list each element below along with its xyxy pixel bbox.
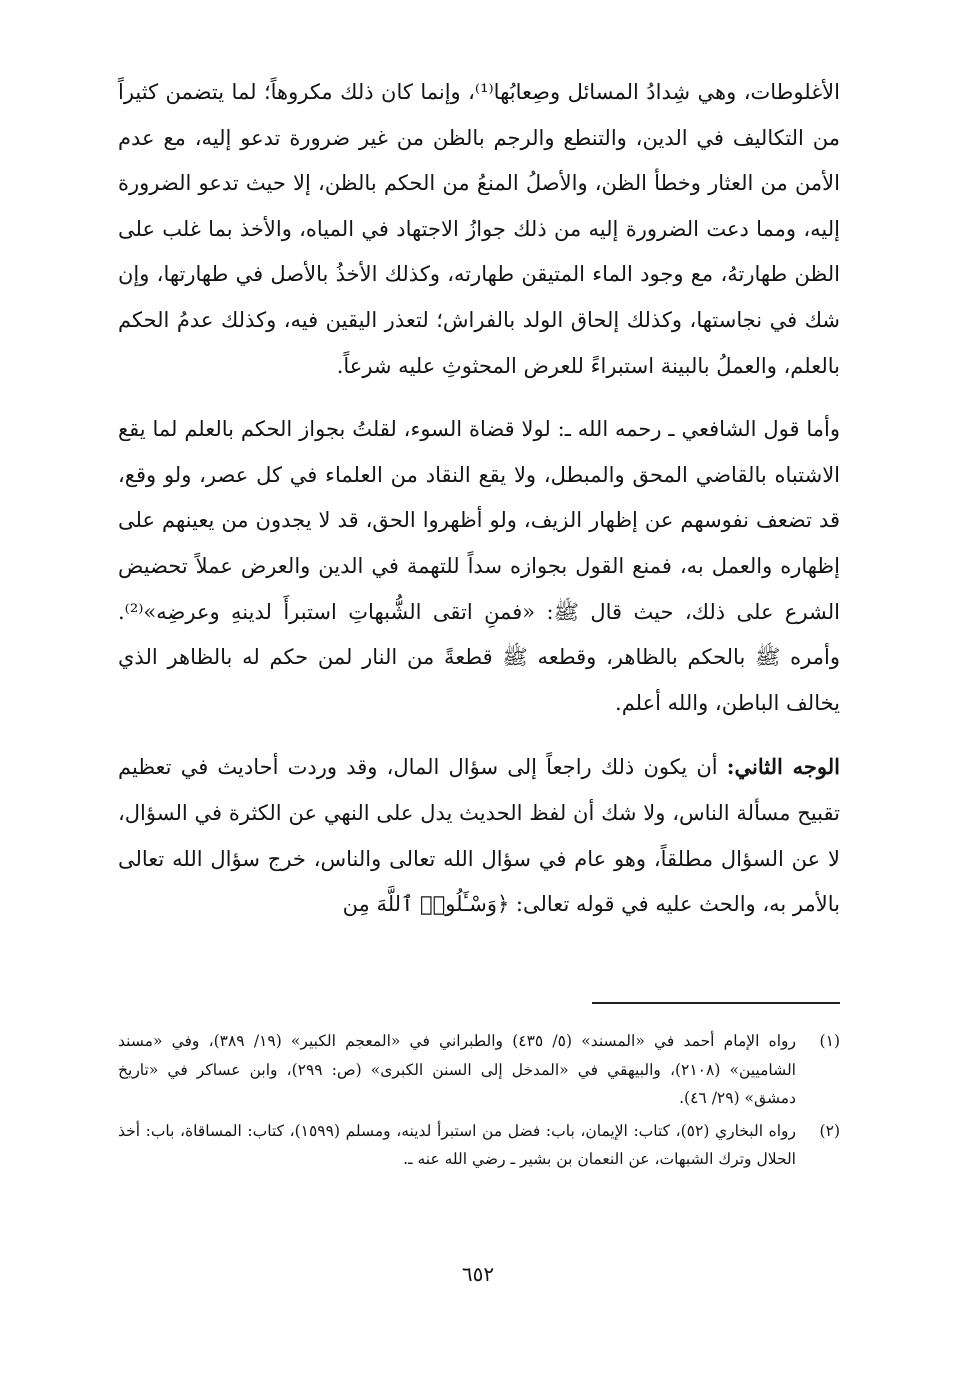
- page-number: ٦٥٢: [461, 1262, 495, 1286]
- footnotes: [118, 1027, 840, 1178]
- paragraph-3-text: أن يكون ذلك راجعاً إلى سؤال المال، وقد وردت أحاديث في تعظيم تقبيح مسألة الناس، ولا شك أن لفظ الحديث يدل على النهي عن الكثرة في السؤال، لا عن السؤال مطلقاً، وهو عام في سؤال الله تعالى والناس، خرج سؤال الله تعالى بالأمر به، والحث عليه في قوله تعالى: ﴿وَسْـَٔلُوا۟ ٱللَّهَ مِن: [118, 755, 840, 917]
- footnote-number: (١): [819, 1032, 840, 1050]
- paragraph-1: الأغلوطات، وهي شِدادُ المسائل وصِعابُها⁽¹⁾، وإنما كان ذلك مكروهاً؛ لما يتضمن كثيراً من التكاليف في الدين، والتنطع والرجم بالظن من غير ضرورة تدعو إليه، مع عدم الأمن من العثار وخطأ الظن، والأصلُ المنعُ من الحكم بالظن، إلا حيث تدعو الضرورة إليه، ومما دعت الضرورة إليه من ذلك جوازُ الاجتهاد في المياه، والأخذ بما غلب على الظن طهارتهُ، مع وجود الماء المتيقن طهارته، وكذلك الأخذُ بالأصل في طهارتها، وإن شك في نجاستها، وكذلك إلحاق الولد بالفراش؛ لتعذر اليقين فيه، وكذلك عدمُ الحكم بالعلم، والعملُ بالبينة استبراءً للعرض المحثوثِ عليه شرعاً.: [118, 80, 840, 378]
- footnote-1: [118, 1027, 840, 1113]
- footnote-2: [118, 1117, 840, 1174]
- footnote-separator: [592, 1002, 840, 1004]
- footnote-number: (٢): [819, 1121, 840, 1140]
- footnote-text: رواه الإمام أحمد في «المسند» (٥/ ٤٣٥) والطبراني في «المعجم الكبير» (١٩/ ٣٨٩)، وفي «مسند الشاميين» (٢١٠٨)، والبيهقي في «المدخل إلى السنن الكبرى» (ص: ٢٩٩)، وابن عساكر في «تاريخ دمشق» (٢٩/ ٤٦).: [118, 1032, 796, 1107]
- paragraph-3: [118, 744, 840, 927]
- footnote-text: رواه البخاري (٥٢)، كتاب: الإيمان، باب: فضل من استبرأ لدينه، ومسلم (١٥٩٩)، كتاب: المساقاة، باب: أخذ الحلال وترك الشبهات، عن النعمان بن بشير ـ رضي الله عنه ـ.: [118, 1121, 796, 1168]
- paragraph-2: وأما قول الشافعي ـ رحمه الله ـ: لولا قضاة السوء، لقلتُ بجواز الحكم بالعلم لما يقع الاشتباه بالقاضي المحق والمبطل، ولا يقع النقاد من العلماء في كل عصر، ولو وقع، قد تضعف نفوسهم عن إظهار الزيف، ولو أظهروا الحق، قد لا يجدون من يعينهم على إظهاره والعمل به، فمنع القول بجوازه سداً للتهمة في الدين والعرض عملاً تحضيض الشرع على ذلك، حيث قال ﷺ: «فمنِ اتقى الشُّبهاتِ استبرأَ لدينهِ وعرضِه»⁽²⁾. وأمره ﷺ بالحكم بالظاهر، وقطعه ﷺ قطعةً من النار لمن حكم له بالظاهر الذي يخالف الباطن، والله أعلم.: [118, 417, 840, 715]
- main-text: [118, 70, 840, 928]
- section-lead: الوجه الثاني:: [726, 754, 840, 780]
